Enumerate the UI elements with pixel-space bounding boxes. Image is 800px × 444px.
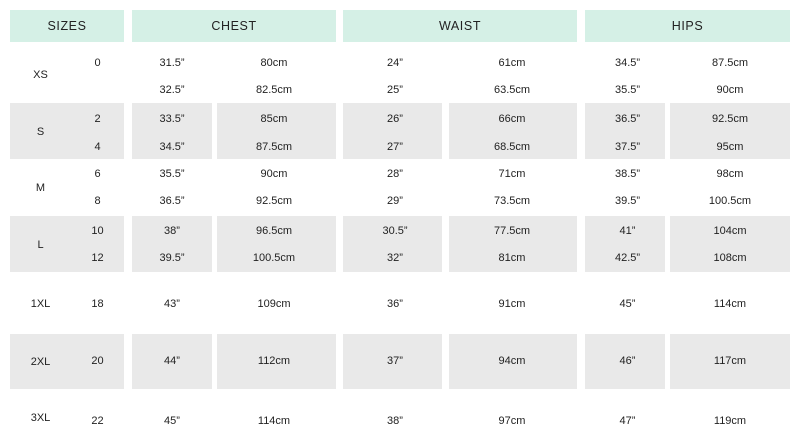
table-cell-hips-cm: 119cm xyxy=(713,415,747,427)
table-cell-hips-in: 47” xyxy=(619,415,636,427)
table-cell-hips-in: 34.5” xyxy=(614,57,641,69)
size-label: L xyxy=(37,238,44,251)
table-cell-chest-cm: 92.5cm xyxy=(255,195,293,207)
size-label: M xyxy=(35,182,46,194)
table-cell-chest-cm: 80cm xyxy=(260,57,288,69)
table-cell-chest-in: 39.5” xyxy=(159,252,185,264)
table-cell-waist-cm: 77.5cm xyxy=(493,225,531,237)
table-cell-hips-in: 42.5” xyxy=(614,252,641,264)
table-cell-hips-cm: 104cm xyxy=(713,225,747,237)
table-cell-hips-in: 36.5” xyxy=(614,113,641,125)
table-cell-chest-in: 36.5” xyxy=(159,195,185,207)
table-cell-chest-in: 32.5” xyxy=(159,84,185,96)
table-cell-waist-cm: 66cm xyxy=(498,113,526,125)
table-cell-waist-in: 26” xyxy=(387,113,403,125)
table-cell-chest-in: 44” xyxy=(164,355,180,367)
table-cell-hips-in: 41” xyxy=(619,225,636,237)
table-cell-waist-cm: 68.5cm xyxy=(493,141,531,153)
table-cell-chest-in: 38” xyxy=(164,225,180,237)
table-cell-waist-in: 30.5” xyxy=(382,225,408,237)
table-cell-num: 18 xyxy=(91,298,104,310)
table-cell-hips-in: 45” xyxy=(619,298,636,310)
table-cell-hips-cm: 95cm xyxy=(716,141,744,153)
table-cell-waist-cm: 61cm xyxy=(498,57,526,69)
table-cell-waist-cm: 97cm xyxy=(498,415,526,427)
table-cell-num xyxy=(71,80,124,100)
table-cell-waist-in: 32” xyxy=(387,252,403,264)
table-cell-chest-cm: 109cm xyxy=(257,298,291,310)
table-cell-hips-in: 35.5” xyxy=(614,84,641,96)
table-cell-waist-in: 25” xyxy=(387,84,403,96)
table-cell-num: 10 xyxy=(91,225,104,237)
table-cell-chest-in: 35.5” xyxy=(159,168,185,180)
header-sizes: SIZES xyxy=(10,10,124,42)
header-chest: CHEST xyxy=(132,10,336,42)
size-label: 3XL xyxy=(30,411,51,424)
table-cell-chest-cm: 96.5cm xyxy=(255,225,293,237)
table-cell-waist-cm: 71cm xyxy=(498,168,526,180)
table-cell-hips-cm: 98cm xyxy=(716,168,744,180)
table-cell-chest-in: 45” xyxy=(164,415,180,427)
table-cell-chest-cm: 100.5cm xyxy=(252,252,296,264)
table-cell-waist-cm: 73.5cm xyxy=(493,195,531,207)
table-cell-waist-in: 36” xyxy=(387,298,403,310)
table-cell-chest-in: 34.5” xyxy=(159,141,185,153)
table-cell-waist-in: 29” xyxy=(387,195,403,207)
table-cell-chest-cm: 114cm xyxy=(257,415,291,427)
table-cell-waist-in: 24” xyxy=(387,57,403,69)
table-cell-hips-cm: 87.5cm xyxy=(711,57,749,69)
table-cell-hips-in: 46” xyxy=(619,355,636,367)
table-cell-num: 22 xyxy=(91,415,104,427)
table-cell-num: 12 xyxy=(91,252,104,264)
table-cell-waist-cm: 81cm xyxy=(498,252,526,264)
table-cell-chest-cm: 85cm xyxy=(260,113,288,125)
size-label: 1XL xyxy=(30,297,51,310)
table-cell-hips-cm: 90cm xyxy=(716,84,744,96)
table-cell-num: 2 xyxy=(94,113,101,125)
size-label: XS xyxy=(33,68,48,81)
table-cell-hips-cm: 92.5cm xyxy=(711,113,749,125)
table-cell-waist-in: 28” xyxy=(387,168,403,180)
table-cell-hips-cm: 114cm xyxy=(713,298,747,310)
size-label: S xyxy=(36,125,45,138)
table-cell-chest-cm: 90cm xyxy=(260,168,288,180)
table-cell-chest-in: 31.5” xyxy=(159,57,185,69)
table-cell-chest-in: 43” xyxy=(164,298,180,310)
table-cell-hips-in: 37.5” xyxy=(614,141,641,153)
table-cell-waist-in: 38” xyxy=(387,415,403,427)
header-hips: HIPS xyxy=(585,10,790,42)
table-cell-hips-in: 39.5” xyxy=(614,195,641,207)
table-cell-waist-in: 27” xyxy=(387,141,403,153)
table-cell-num: 6 xyxy=(94,168,101,180)
header-waist: WAIST xyxy=(343,10,577,42)
table-cell-hips-in: 38.5” xyxy=(614,168,641,180)
table-cell-chest-cm: 112cm xyxy=(257,355,291,367)
table-cell-waist-cm: 94cm xyxy=(498,355,526,367)
table-cell-num: 0 xyxy=(94,57,101,69)
table-cell-chest-cm: 87.5cm xyxy=(255,141,293,153)
table-cell-chest-cm: 82.5cm xyxy=(255,84,293,96)
table-cell-waist-cm: 91cm xyxy=(498,298,526,310)
table-cell-num: 20 xyxy=(91,355,104,367)
table-cell-waist-in: 37” xyxy=(387,355,403,367)
table-cell-num: 8 xyxy=(94,195,101,207)
table-cell-hips-cm: 108cm xyxy=(713,252,747,264)
table-cell-waist-cm: 63.5cm xyxy=(493,84,531,96)
table-cell-hips-cm: 100.5cm xyxy=(708,195,752,207)
size-label: 2XL xyxy=(30,356,51,368)
table-cell-hips-cm: 117cm xyxy=(713,355,747,367)
table-cell-chest-in: 33.5” xyxy=(159,113,185,125)
table-cell-num: 4 xyxy=(94,141,101,153)
